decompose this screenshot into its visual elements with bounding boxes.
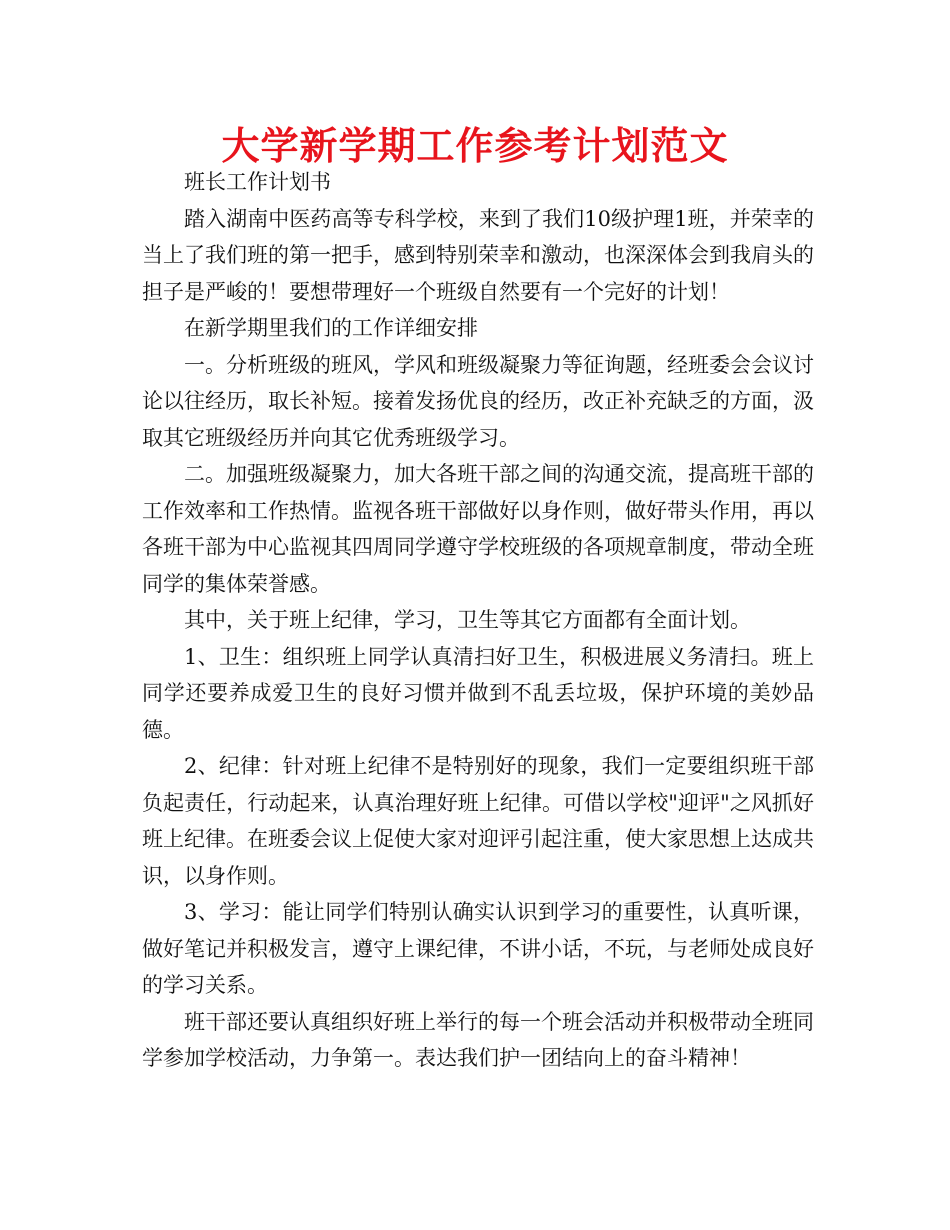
paragraph: 3、学习：能让同学们特别认确实认识到学习的重要性，认真听课，做好笔记并积极发言，遵守上课纪律，不讲小话，不玩，与老师处成良好的学习关系。 [142, 900, 814, 997]
paragraph-subheading: 在新学期里我们的工作详细安排 [184, 316, 478, 340]
paragraph: 踏入湖南中医药高等专科学校，来到了我们10级护理1班，并荣幸的当上了我们班的第一把手，感到特别荣幸和激动，也深深体会到我肩头的担子是严峻的！要想带理好一个班级自然要有一个完好的计划！ [142, 206, 814, 304]
document-body [142, 164, 814, 1077]
paragraph: 班干部还要认真组织好班上举行的每一个班会活动并积极带动全班同学参加学校活动，力争第一。表达我们护一团结向上的奋斗精神！ [142, 1009, 814, 1070]
document-title: 大学新学期工作参考计划范文 [221, 124, 729, 168]
paragraph: 二。加强班级凝聚力，加大各班干部之间的沟通交流，提高班干部的工作效率和工作热情。监视各班干部做好以身作则，做好带头作用，再以各班干部为中心监视其四周同学遵守学校班级的各项规章制度，带动全班同学的集体荣誉感。 [142, 462, 814, 596]
paragraph-heading: 班长工作计划书 [184, 170, 331, 194]
paragraph: 一。分析班级的班风，学风和班级凝聚力等征询题，经班委会会议讨论以往经历，取长补短。接着发扬优良的经历，改正补充缺乏的方面，汲取其它班级经历并向其它优秀班级学习。 [142, 352, 814, 450]
paragraph: 1、卫生：组织班上同学认真清扫好卫生，积极进展义务清扫。班上同学还要养成爱卫生的良好习惯并做到不乱丢垃圾，保护环境的美妙品德。 [142, 644, 814, 742]
paragraph: 其中，关于班上纪律，学习，卫生等其它方面都有全面计划。 [184, 608, 751, 632]
paragraph: 2、纪律：针对班上纪律不是特别好的现象，我们一定要组织班干部负起责任，行动起来，认真治理好班上纪律。可借以学校"迎评"之风抓好班上纪律。在班委会议上促使大家对迎评引起注重，使大家思想上达成共识，以身作则。 [142, 754, 814, 888]
